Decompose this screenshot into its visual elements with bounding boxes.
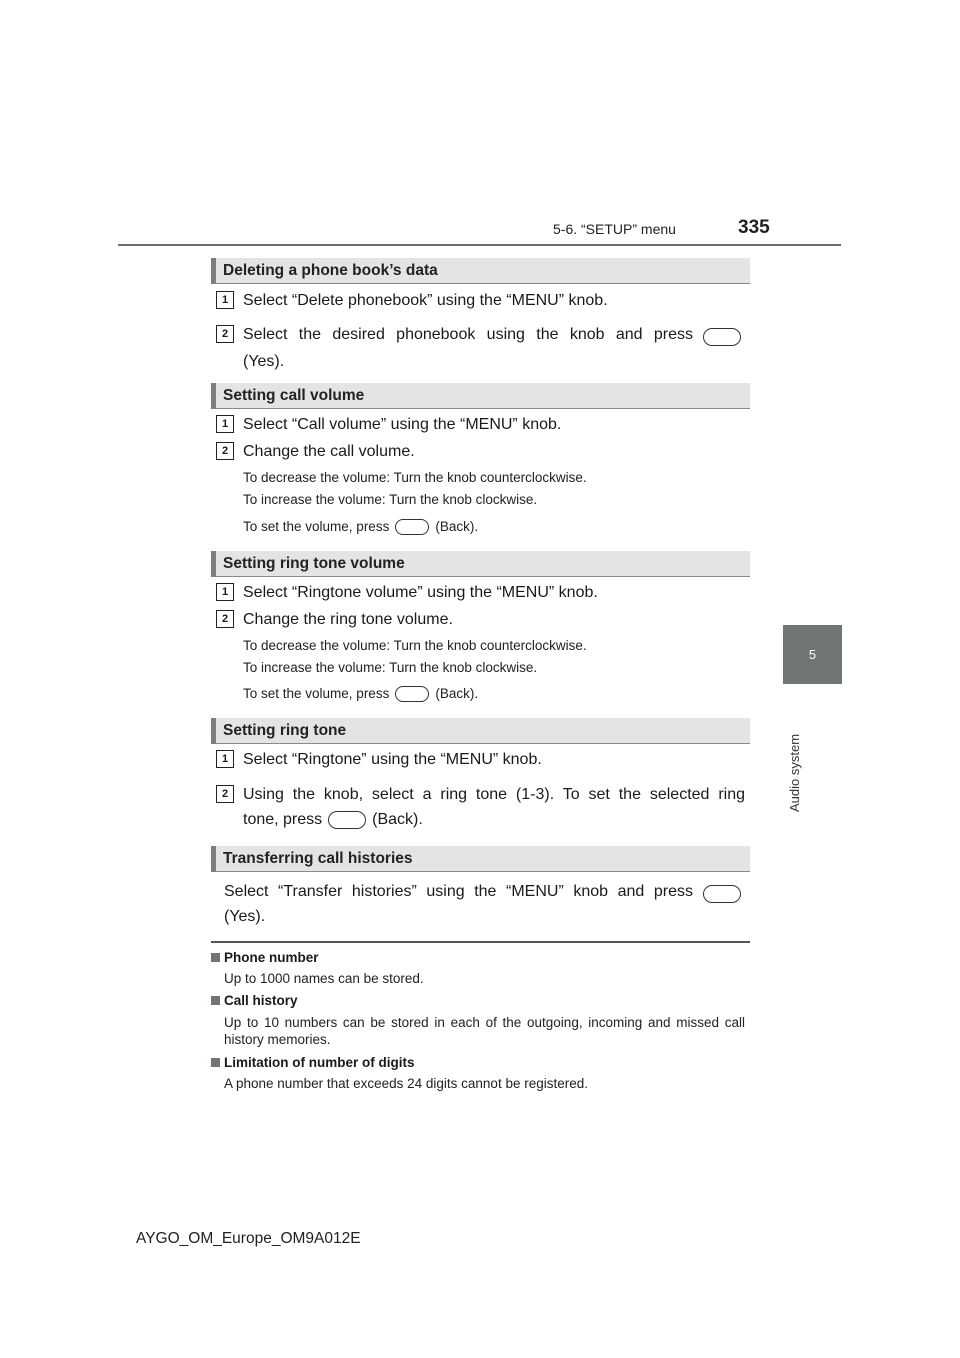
section-header: 5-6. “SETUP” menu — [553, 221, 676, 237]
section-title: Transferring call histories — [223, 850, 413, 867]
step-text: Select the desired phonebook using the knob and press — [243, 326, 693, 343]
note-body: A phone number that exceeds 24 digits cannot be registered. — [224, 1076, 588, 1091]
step-text: Using the knob, select a ring tone (1-3). To set the selected ring — [243, 786, 745, 803]
sub-note: To decrease the volume: Turn the knob counterclockwise. — [243, 470, 587, 485]
sub-note: To decrease the volume: Turn the knob counterclockwise. — [243, 638, 587, 653]
step-number: 1 — [216, 750, 234, 768]
step-text: Select “Ringtone volume” using the “MENU” knob. — [243, 584, 598, 601]
step-text-cont — [243, 806, 423, 833]
section-heading-ringtone — [211, 718, 750, 744]
square-bullet-icon — [211, 1058, 220, 1067]
step-text: Select “Transfer histories” using the “MENU” knob and press — [224, 883, 693, 900]
set-prefix: To set the volume, press — [243, 519, 390, 534]
note-body: Up to 1000 names can be stored. — [224, 971, 424, 986]
step-text-cont: (Yes). — [224, 908, 266, 925]
document-code: AYGO_OM_Europe_OM9A012E — [136, 1230, 361, 1247]
section-heading-transfer-histories — [211, 846, 750, 872]
page-number: 335 — [738, 217, 770, 238]
section-title: Setting call volume — [223, 387, 365, 404]
section-title: Setting ring tone — [223, 722, 347, 739]
step-text: Select “Delete phonebook” using the “MENU” knob. — [243, 292, 608, 309]
note-body: Up to 10 numbers can be stored in each of the outgoing, incoming and missed call history memories. — [224, 1015, 745, 1047]
yes-button-icon — [703, 885, 741, 903]
back-button-icon — [395, 519, 429, 535]
step-number: 2 — [216, 325, 234, 343]
notes-divider — [211, 941, 750, 943]
section-title: Deleting a phone book’s data — [223, 262, 438, 279]
section-heading-delete-phonebook — [211, 258, 750, 284]
step-number: 1 — [216, 583, 234, 601]
note-heading — [211, 993, 298, 1008]
note-title: Limitation of number of digits — [224, 1055, 415, 1070]
header-rule — [118, 244, 841, 246]
back-button-icon — [395, 686, 429, 702]
note-heading — [211, 950, 319, 965]
note-title: Phone number — [224, 950, 319, 965]
chapter-number: 5 — [808, 647, 817, 662]
step-number: 2 — [216, 785, 234, 803]
step-number: 2 — [216, 610, 234, 628]
sub-note: To increase the volume: Turn the knob clockwise. — [243, 660, 538, 675]
back-button-icon — [328, 811, 366, 829]
sub-note: To increase the volume: Turn the knob clockwise. — [243, 492, 538, 507]
step-number: 1 — [216, 415, 234, 433]
section-title: Setting ring tone volume — [223, 555, 405, 572]
yes-button-icon — [703, 328, 741, 346]
sub-note-back — [243, 686, 478, 702]
line-suffix: (Back). — [372, 811, 423, 828]
step-text-cont: (Yes). — [243, 353, 285, 370]
chapter-label: Audio system — [787, 733, 802, 812]
line-prefix: tone, press — [243, 811, 323, 828]
chapter-side-label — [787, 692, 805, 812]
note-heading — [211, 1055, 414, 1070]
step-text: Select “Ringtone” using the “MENU” knob. — [243, 751, 542, 768]
sub-note-back — [243, 519, 478, 535]
square-bullet-icon — [211, 996, 220, 1005]
chapter-tab — [783, 625, 842, 684]
step-text: Change the ring tone volume. — [243, 611, 453, 628]
set-prefix: To set the volume, press — [243, 686, 390, 701]
square-bullet-icon — [211, 953, 220, 962]
note-title: Call history — [224, 993, 298, 1008]
section-heading-ringtone-volume — [211, 551, 750, 577]
set-suffix: (Back). — [435, 686, 479, 701]
section-heading-call-volume — [211, 383, 750, 409]
step-number: 1 — [216, 291, 234, 309]
set-suffix: (Back). — [435, 519, 479, 534]
step-text: Select “Call volume” using the “MENU” knob. — [243, 416, 562, 433]
step-number: 2 — [216, 442, 234, 460]
step-text: Change the call volume. — [243, 443, 415, 460]
